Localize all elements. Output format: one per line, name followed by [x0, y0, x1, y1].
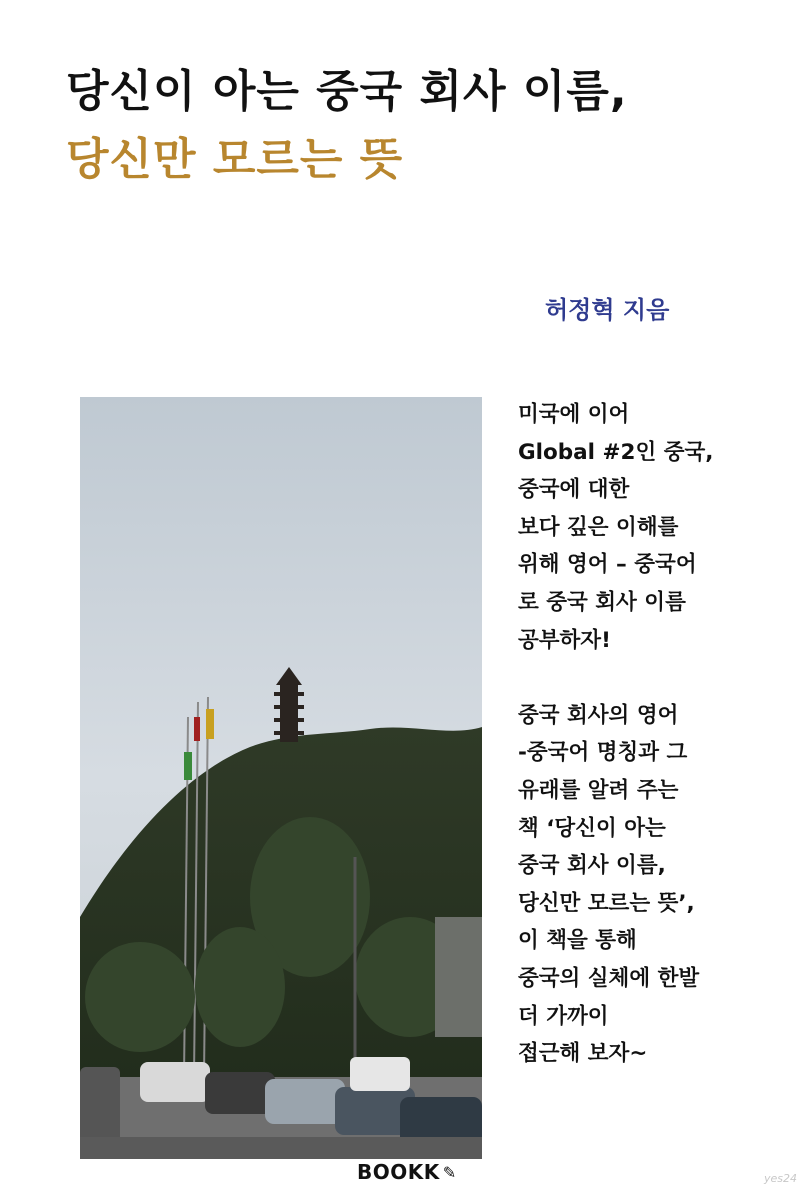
blurb-line: 더 가까이 [518, 1003, 609, 1029]
book-title [66, 58, 786, 194]
publisher-name: BOOKK [357, 1160, 440, 1184]
blurb-line: 중국의 실체에 한발 [518, 965, 700, 991]
blurb-line: 유래를 알려 주는 [518, 777, 679, 803]
blurb-line: 당신만 모르는 뜻’, [518, 890, 695, 916]
blurb-line: 중국에 대한 [518, 477, 630, 503]
title-line-2: 당신만 모르는 뜻 [66, 134, 404, 185]
blurb-line: 중국 회사의 영어 [518, 702, 679, 728]
blurb-line: -중국어 명칭과 그 [518, 740, 688, 766]
author-credit: 허정혁 지음 [545, 296, 670, 324]
blurb-line: 이 책을 통해 [518, 928, 637, 954]
watermark: yes24 [764, 1172, 798, 1185]
blurb-line: 공부하자! [518, 627, 611, 653]
pen-icon: ✎ [442, 1162, 457, 1182]
title-line-1: 당신이 아는 중국 회사 이름, [66, 66, 628, 117]
cover-photo [80, 397, 482, 1159]
blurb-line: 로 중국 회사 이름 [518, 589, 686, 615]
publisher-logo [357, 1160, 457, 1184]
blurb-text [518, 396, 803, 1073]
blurb-line: 미국에 이어 [518, 402, 630, 427]
blurb-line: 책 ‘당신이 아는 [518, 815, 666, 841]
blurb-paragraph-gap [518, 659, 803, 697]
blurb-line: Global #2인 중국, [518, 439, 714, 465]
blurb-line: 위해 영어 – 중국어 [518, 552, 697, 578]
blurb-line: 보다 깊은 이해를 [518, 514, 679, 540]
blurb-line: 중국 회사 이름, [518, 853, 666, 879]
blurb-line: 접근해 보자~ [518, 1041, 648, 1067]
